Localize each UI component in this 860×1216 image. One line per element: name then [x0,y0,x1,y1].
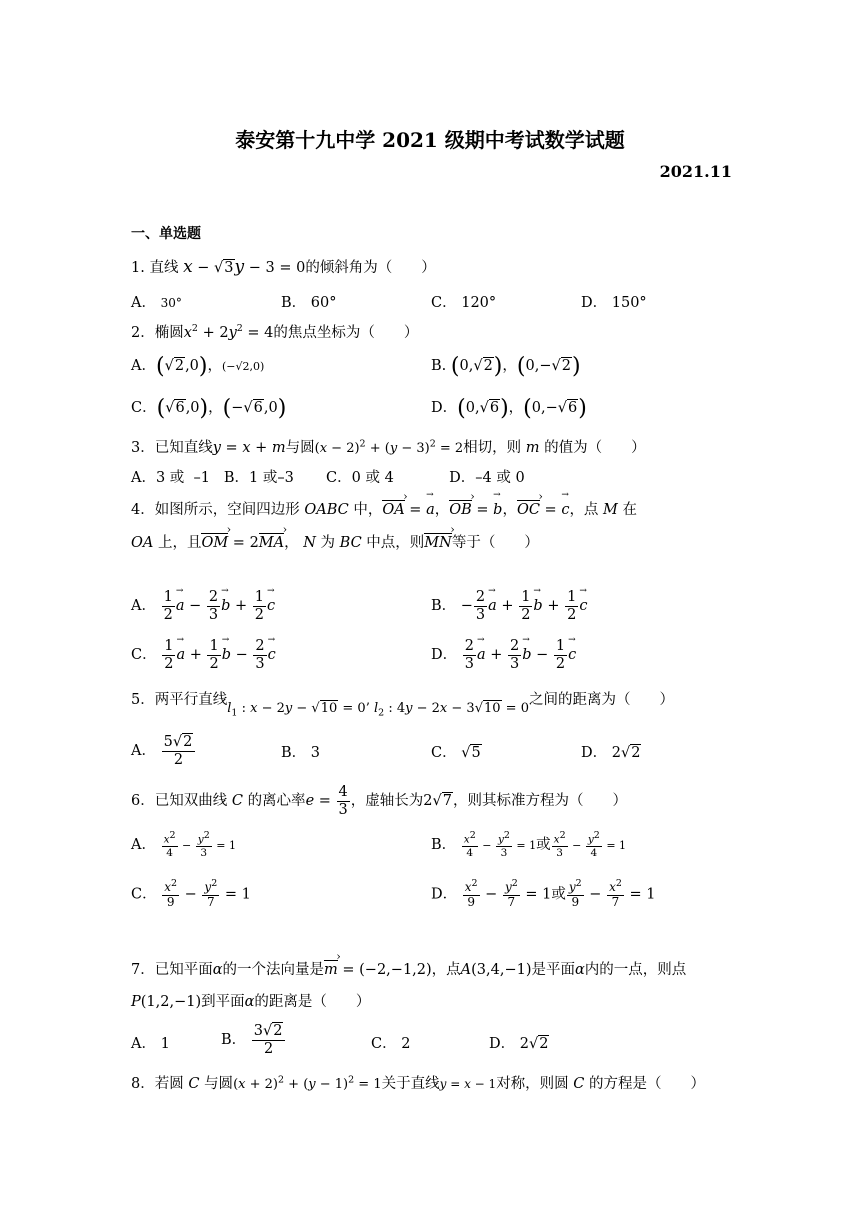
question-2-option-b: B. (0,√2)，(0,−√2) [431,354,581,379]
question-7: 7．已知平面α的一个法向量是m › = (−2,−1,2)，点A(3,4,−1)是平面α内的一点，则点 [131,958,686,979]
question-5-option-a: A． $\frac{5√2}{2}$ [131,734,196,768]
question-4-line-2: OA 上，且OM › = 2MA ›， N 为 BC 中点，则MN ›等于（ ） [131,531,539,552]
question-2-option-d: D．(0,√6)，(0,−√6) [431,396,587,421]
question-7-option-a: A． 1 [131,1036,170,1052]
question-3: 3．已知直线y = x + m与圆$(x - 2)^2 + (y - 3)^2 = 2$相切，则 m 的值为（ ） [131,438,646,456]
question-7-option-d: D． 2√2 [489,1036,549,1052]
question-4-option-c: C． $\frac{1}{2}$ a → + $\frac{1}{2}$ b → − $\frac{2}{3}$ c → [131,638,276,672]
question-5-option-c: C． √5 [431,745,481,761]
question-3-options: A．3 或 –1 B．1 或–3 C．0 或 4 D．–4 或 0 [131,470,525,486]
exam-date: 2021.11 [659,162,732,181]
question-1-option-c: C． 120° [431,295,497,311]
section-heading: 一、单选题 [131,226,201,242]
question-6-option-b: B． $\frac{x^2}{4}$ − $\frac{y^2}{3}$ = 1或 $\frac{x^2}{3}$ − $\frac{y^2}{4}$ = 1 [431,830,627,859]
question-7-line-2: P(1,2,−1)到平面α的距离是（ ） [131,994,371,1010]
question-7-option-b: B． $\frac{3√2}{2}$ [221,1023,286,1057]
question-1: 1. 直线 x − √3y − 3 = 0的倾斜角为（ ） [131,257,436,277]
question-2: 2．椭圆$x^2 + 2y^2 = 4$的焦点坐标为（ ） [131,323,419,341]
question-4-option-a: A． $\frac{1}{2}$ a → − $\frac{2}{3}$ b → + $\frac{1}{2}$ c → [131,589,275,623]
question-2-option-a: A．(√2,0)，(−√2,0) [131,354,265,379]
question-1-option-a: A． 30° [131,295,182,311]
question-6-option-d: D． $\frac{x^2}{9}$ − $\frac{y^2}{7}$ = 1或 $\frac{y^2}{9}$ − $\frac{x^2}{7}$ = 1 [431,878,656,909]
question-4-option-b: B． − $\frac{2}{3}$ a → + $\frac{1}{2}$ b → + $\frac{1}{2}$ c → [431,589,587,623]
question-4: 4．如图所示，空间四边形 OABC 中，OA › = a →，OB › = b →，OC › = c →，点 M 在 [131,498,637,519]
question-6-option-c: C． $\frac{x^2}{9}$ − $\frac{y^2}{7}$ = 1 [131,878,251,909]
question-8: 8．若圆 C 与圆$(x + 2)^2 + (y - 1)^2 = 1$关于直线y = x − 1对称，则圆 C 的方程是（ ） [131,1074,706,1092]
question-5: 5．两平行直线$l_1$ : x − 2y − √10 = 0’ $l_2$ : 4y − 2x − 3√10 = 0之间的距离为（ ） [131,692,674,719]
question-4-option-d: D． $\frac{2}{3}$ a → + $\frac{2}{3}$ b → − $\frac{1}{2}$ c → [431,638,576,672]
question-6-option-a: A． $\frac{x^2}{4}$ − $\frac{y^2}{3}$ = 1 [131,830,236,859]
question-5-option-b: B． 3 [281,745,320,761]
question-5-option-d: D． 2√2 [581,745,641,761]
question-7-option-c: C． 2 [371,1036,411,1052]
page-title: 泰安第十九中学 2021 级期中考试数学试题 [235,128,625,152]
question-1-option-d: D． 150° [581,295,647,311]
question-6: 6．已知双曲线 C 的离心率e = $\frac{4}{3}$ ，虚轴长为2√7，则其标准方程为（ ） [131,784,627,818]
question-1-option-b: B． 60° [281,295,337,311]
question-2-option-c: C．(√6,0)，(−√6,0) [131,396,287,421]
